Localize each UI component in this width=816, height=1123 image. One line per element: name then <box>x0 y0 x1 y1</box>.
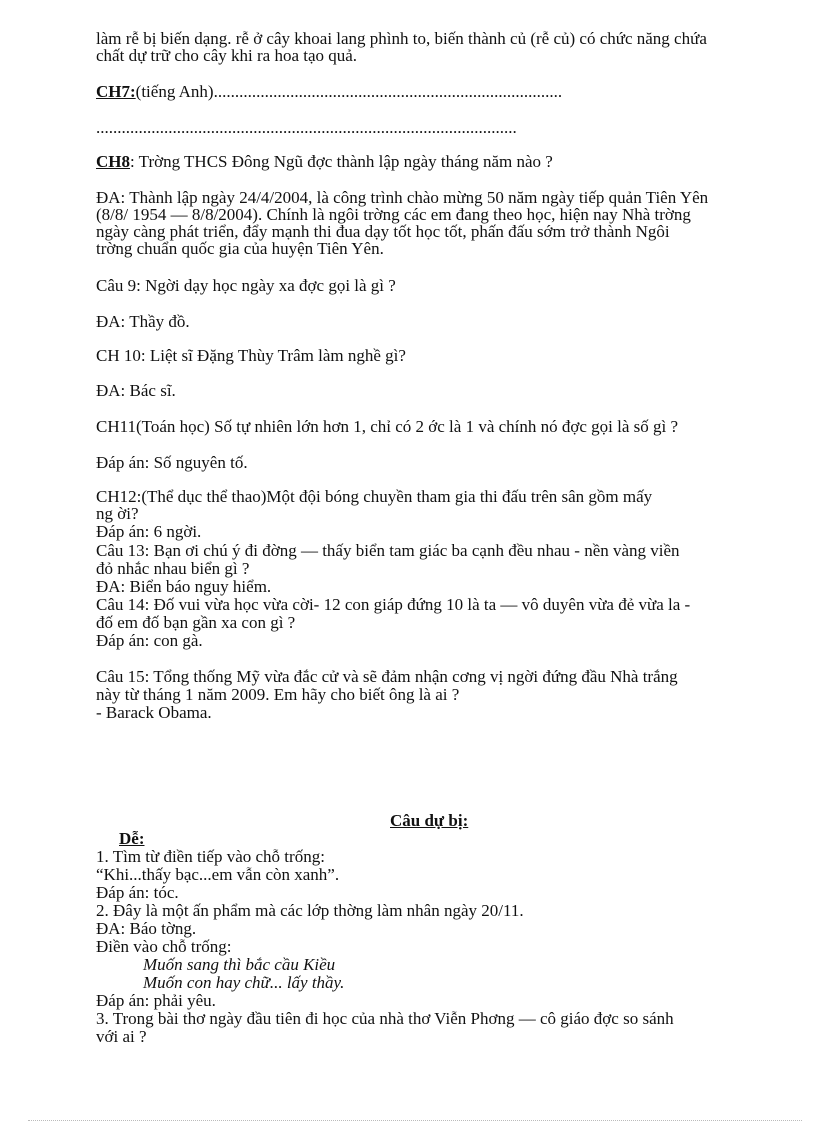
reserve-line-5: ĐA: Báo tờng. <box>96 919 197 938</box>
reserve-line-2: “Khi...thấy bạc...em vẫn còn xanh”. <box>96 865 340 884</box>
q12-line-2: ng ời? <box>96 504 139 523</box>
q14-line-1: Câu 14: Đố vui vừa học vừa cời- 12 con giáp đứng 10 là ta — vô duyên vừa đẻ vừa la - <box>96 595 691 614</box>
reserve-line-3: Đáp án: tóc. <box>96 883 179 902</box>
poem-line-1: Muốn sang thì bắc cầu Kiều <box>143 955 336 974</box>
reserve-tail-line-1: Đáp án: phải yêu. <box>96 991 216 1010</box>
q11-answer: Đáp án: Số nguyên tố. <box>96 453 248 472</box>
reserve-level: Dễ: <box>119 829 145 848</box>
ch7-label: CH7: <box>96 82 136 101</box>
reserve-line-6: Điền vào chỗ trống: <box>96 937 232 956</box>
ch7-line <box>96 83 562 101</box>
q15-line-2: này từ tháng 1 năm 2009. Em hãy cho biết ông là ai ? <box>96 685 460 704</box>
q10-question: CH 10: Liệt sĩ Đặng Thùy Trâm làm nghề gì? <box>96 346 406 365</box>
q10-answer: ĐA: Bác sĩ. <box>96 381 176 400</box>
ch8-answer-line-1: ĐA: Thành lập ngày 24/4/2004, là công trình chào mừng 50 năm ngày tiếp quản Tiên Yên <box>96 188 709 207</box>
reserve-line-4: 2. Đây là một ấn phẩm mà các lớp thờng làm nhân ngày 20/11. <box>96 901 524 920</box>
intro-line-1: làm rễ bị biến dạng. rễ ở cây khoai lang phình to, biến thành củ (rễ củ) có chức năng chứa <box>96 29 707 48</box>
ch8-answer-line-2: (8/8/ 1954 — 8/8/2004). Chính là ngôi trờng các em đang theo học, hiện nay Nhà trờng <box>96 205 691 224</box>
q15-answer: - Barack Obama. <box>96 703 212 722</box>
ch8-question <box>96 153 553 171</box>
q14-line-2: đố em đố bạn gần xa con gì ? <box>96 613 296 632</box>
poem-line-2: Muốn con hay chữ... lấy thầy. <box>143 973 345 992</box>
q13-line-1: Câu 13: Bạn ơi chú ý đi đờng — thấy biển tam giác ba cạnh đều nhau - nền vàng viền <box>96 541 680 560</box>
ch8-answer-line-4: trờng chuẩn quốc gia của huyện Tiên Yên. <box>96 239 384 258</box>
ch7-text: (tiếng Anh).................................................................................. <box>135 82 563 101</box>
q12-answer: Đáp án: 6 ngời. <box>96 522 202 541</box>
q12-line-1: CH12:(Thể dục thể thao)Một đội bóng chuyền tham gia thi đấu trên sân gồm mấy <box>96 487 653 506</box>
intro-line-2: chất dự trữ cho cây khi ra hoa tạo quả. <box>96 46 358 65</box>
ch8-question-text: : Trờng THCS Đông Ngũ đợc thành lập ngày tháng năm nào ? <box>130 152 553 171</box>
ch8-answer-line-3: ngày càng phát triển, đẩy mạnh thi đua dạy tốt học tốt, phấn đấu sớm trở thành Ngôi <box>96 222 670 241</box>
q9-answer: ĐA: Thầy đồ. <box>96 312 190 331</box>
q11-question: CH11(Toán học) Số tự nhiên lớn hơn 1, chỉ có 2 ớc là 1 và chính nó đợc gọi là số gì ? <box>96 417 679 436</box>
reserve-tail-line-3: với ai ? <box>96 1027 147 1046</box>
q15-line-1: Câu 15: Tổng thống Mỹ vừa đắc cử và sẽ đảm nhận cơng vị ngời đứng đầu Nhà trắng <box>96 667 678 686</box>
ch8-label: CH8 <box>96 152 130 171</box>
q13-answer: ĐA: Biển báo nguy hiểm. <box>96 577 272 596</box>
reserve-title: Câu dự bị: <box>390 811 469 830</box>
reserve-tail-line-2: 3. Trong bài thơ ngày đầu tiên đi học của nhà thơ Viễn Phơng — cô giáo đợc so sánh <box>96 1009 674 1028</box>
q9-question: Câu 9: Ngời dạy học ngày xa đợc gọi là gì ? <box>96 276 396 295</box>
page-bottom-rule <box>28 1120 802 1121</box>
q14-answer: Đáp án: con gà. <box>96 631 203 650</box>
q13-line-2: đỏ nhắc nhau biển gì ? <box>96 559 250 578</box>
ch7-blank-line: ................................................................................................... <box>96 118 517 137</box>
reserve-line-1: 1. Tìm từ điền tiếp vào chỗ trống: <box>96 847 325 866</box>
